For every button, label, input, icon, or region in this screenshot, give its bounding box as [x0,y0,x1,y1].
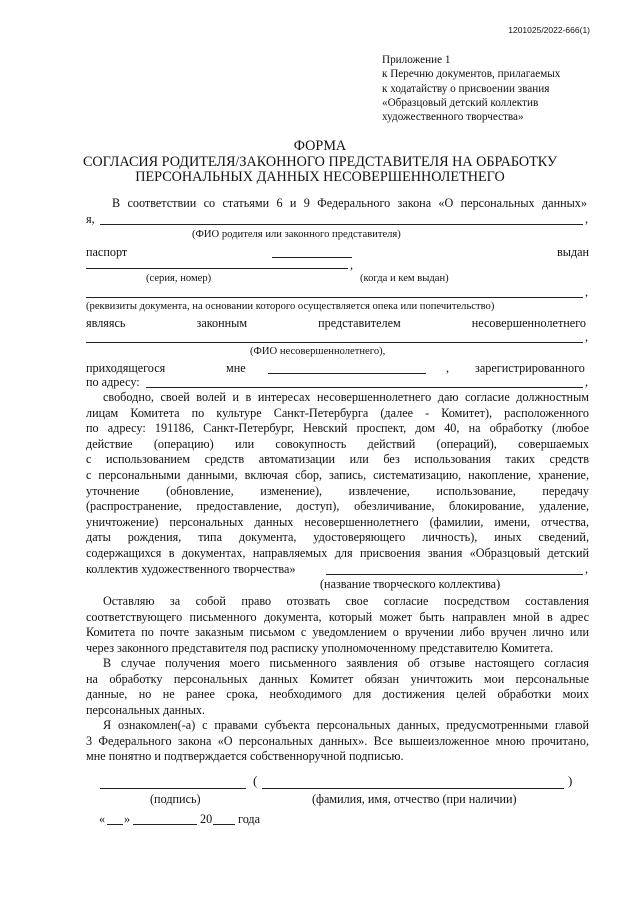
address-line[interactable] [146,387,583,388]
date-year-line[interactable] [213,824,235,825]
consent-line: коллектив художественного творчества» [86,561,296,576]
appendix-line: художественного творчества» [382,111,524,124]
destroy-line: персональных данных. [86,702,206,717]
document-number: 1201025/2022-666(1) [508,25,590,35]
being-representative-line [86,316,586,331]
signature-line[interactable] [100,788,246,789]
withdraw-line: соответствующего письменного документа, который может быть направлен мной в адрес [86,609,589,624]
consent-line: свободно, своей волей и в интересах несовершеннолетнего даю согласие должностным [103,390,589,404]
consent-paragraph [86,390,589,577]
consent-line: даты рождения, типа документа, удостоверяющего личность), иных сведений, [86,530,589,545]
withdraw-paragraph [86,594,589,656]
collective-caption: (название творческого коллектива) [320,577,501,591]
comma: , [350,258,354,272]
fio-minor-caption: (ФИО несовершеннолетнего), [250,346,386,357]
date-close-quote: » [124,812,131,826]
guardian-document-line[interactable] [86,297,583,298]
relation-word: приходящегося [86,361,166,375]
name-caption: (фамилия, имя, отчество (при наличии) [312,792,517,806]
date-open-quote: « [99,812,106,826]
date-year-prefix: 20 [200,812,213,826]
issued-caption: (когда и кем выдан) [360,273,449,284]
registered-label: зарегистрированного [475,361,585,375]
open-paren: ( [253,773,258,788]
ack-line: мне понятно и подтверждается собственноручной подписью. [86,749,404,764]
date-day-line[interactable] [107,824,123,825]
comma: , [446,361,450,375]
withdraw-line: через законного представителя под расписку уполномоченному представителю Комитета. [86,640,554,655]
comma: , [585,285,589,299]
signature-caption: (подпись) [150,792,201,806]
form-title-line: ПЕРСОНАЛЬНЫХ ДАННЫХ НЕСОВЕРШЕННОЛЕТНЕГО [135,169,505,185]
appendix-line: к ходатайству о присвоении звания [382,82,550,95]
parent-fio-line[interactable] [100,224,583,225]
consent-line: (распространение, предоставление, доступ), обезличивание, блокирование, удаление, [86,499,589,514]
consent-line: уничтожение) персональных данных несовершеннолетнего (фамилии, имени, отчества, [86,514,589,529]
being-word: представителем [318,316,401,330]
comma: , [585,562,589,576]
appendix-line: «Образцовый детский коллектив [382,96,539,109]
issued-label: выдан [557,245,590,259]
appendix-note [382,53,612,124]
comma: , [585,330,589,344]
appendix-line: к Перечню документов, прилагаемых [382,68,561,81]
date-year-suffix: года [238,812,261,826]
acknowledgement-paragraph [86,718,589,765]
consent-line: действие (операцию) или совокупность действий (операций), совершаемых [86,436,589,451]
destroy-line: на обработку персональных данных Комитет обязан уничтожить мои персональные [86,671,589,686]
consent-line: с персональными данными, включая сбор, запись, систематизацию, накопление, хранение, [86,467,589,482]
ack-line: Я ознакомлен(-а) с правами субъекта персональных данных, предусмотренными главой [103,718,589,732]
comma: , [585,212,589,226]
passport-label: паспорт [86,245,128,259]
relation-word: мне [226,361,246,375]
fio-parent-caption: (ФИО родителя или законного представителя) [192,229,401,240]
collective-name-line[interactable] [326,574,583,575]
appendix-line: Приложение 1 [382,54,451,66]
consent-line: с использованием средств автоматизации или без использования таких средств [86,452,589,467]
consent-line: уточнение (обновление, изменение), извлечение, использование, передачу [86,483,589,498]
minor-fio-line[interactable] [86,342,583,343]
destroy-line: данные, но не ранее срока, необходимого для достижения целей обработки моих [86,687,589,702]
comma: , [585,375,589,389]
destroy-line: В случае получения моего письменного заявления об отзыве настоящего согласия [103,656,589,670]
destroy-paragraph [86,656,589,718]
consent-line: содержащихся в документах, направляемых для присвоения звания «Образцовый детский [86,545,589,560]
close-paren: ) [568,773,573,788]
being-word: являясь [86,316,126,330]
intro-line: В соответствии со статьями 6 и 9 Федерального закона «О персональных данных» [112,196,587,210]
being-word: законным [196,316,248,330]
relation-line[interactable] [268,373,426,374]
withdraw-line: Оставляю за собой право отозвать свое согласие посредством составления [103,594,589,608]
withdraw-line: Комитета по почте заказным письмом с уведомлением о вручении либо вручен лично или [86,625,589,640]
form-title-line: СОГЛАСИЯ РОДИТЕЛЯ/ЗАКОННОГО ПРЕДСТАВИТЕЛЯ НА ОБРАБОТКУ [82,154,558,170]
series-caption: (серия, номер) [146,273,212,284]
ya-label: я, [86,212,95,226]
consent-line: лицам Комитета по культуре Санкт-Петербурга (далее - Комитет), расположенного [86,405,589,420]
date-month-line[interactable] [133,824,197,825]
full-name-line[interactable] [262,788,564,789]
being-word: несовершеннолетнего [471,316,586,330]
form-title: ФОРМА [293,138,347,154]
consent-line: по адресу: 191186, Санкт-Петербург, Невский проспект, дом 40, на обработку (любое [86,421,589,436]
address-label: по адресу: [86,375,140,389]
passport-series-line[interactable] [86,268,348,269]
ack-line: 3 Федерального закона «О персональных данных». Все вышеизложенное мною прочитано, [86,733,589,748]
passport-short-line[interactable] [272,257,352,258]
guardian-caption: (реквизиты документа, на основании которого осуществляется опека или попечительство) [86,301,495,312]
